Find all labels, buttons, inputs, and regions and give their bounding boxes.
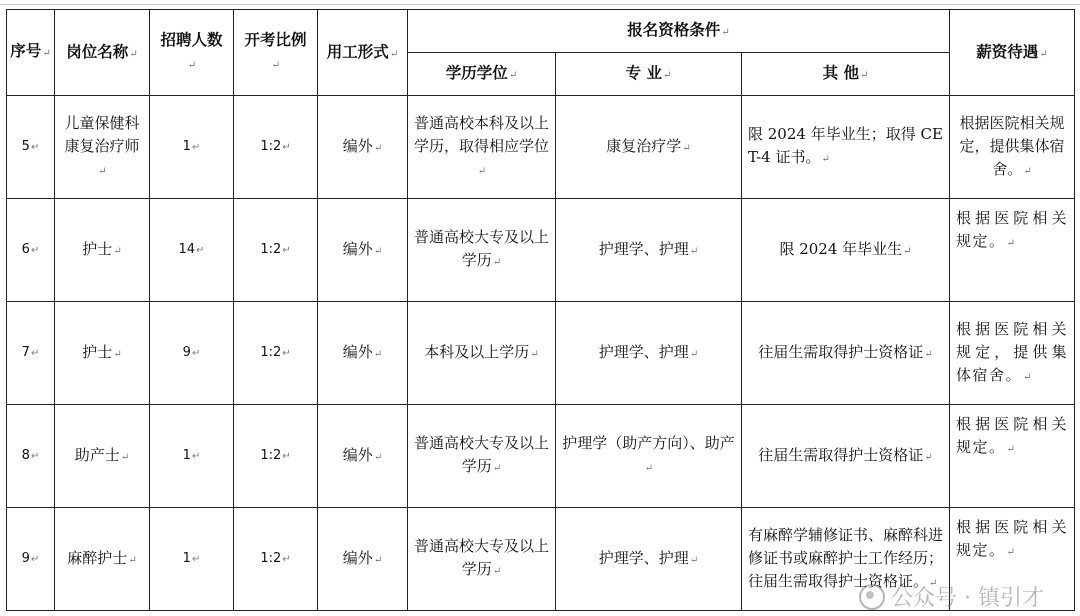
recruitment-table — [6, 9, 1075, 611]
cell-post: 儿童保健科康复治疗师↵ — [55, 96, 150, 199]
cell-seq: 9↵ — [7, 508, 55, 611]
cell-major: 护理学、护理↵ — [556, 508, 742, 611]
cell-count: 9↵ — [150, 302, 234, 405]
cell-education: 普通高校大专及以上学历↵ — [408, 405, 556, 508]
cell-other: 有麻醉学辅修证书、麻醉科进修证书或麻醉护士工作经历；往届生需取得护士资格证。↵ — [742, 508, 950, 611]
page-top-rule — [0, 4, 1080, 5]
cell-employment: 编外↵ — [318, 302, 408, 405]
col-head-qualification: 报名资格条件↵ — [408, 10, 950, 53]
cell-salary: 根据医院相关规定。↵ — [950, 199, 1075, 302]
cell-salary: 根据医院相关规定。↵ — [950, 508, 1075, 611]
cell-count: 14↵ — [150, 199, 234, 302]
col-head-other: 其 他↵ — [742, 53, 950, 96]
col-head-count: 招聘人数↵ — [150, 10, 234, 96]
cell-employment: 编外↵ — [318, 508, 408, 611]
cell-count: 1↵ — [150, 508, 234, 611]
cell-post: 麻醉护士↵ — [55, 508, 150, 611]
cell-salary: 根据医院相关规定。↵ — [950, 405, 1075, 508]
cell-ratio: 1:2↵ — [234, 302, 318, 405]
col-head-salary: 薪资待遇↵ — [950, 10, 1075, 96]
col-head-post: 岗位名称↵ — [55, 10, 150, 96]
header-row-1 — [7, 10, 1075, 53]
cell-education: 普通高校本科及以上学历，取得相应学位↵ — [408, 96, 556, 199]
cell-ratio: 1:2↵ — [234, 405, 318, 508]
cell-education: 普通高校大专及以上学历↵ — [408, 508, 556, 611]
cell-post: 护士↵ — [55, 199, 150, 302]
col-head-employment: 用工形式↵ — [318, 10, 408, 96]
cell-post: 助产士↵ — [55, 405, 150, 508]
cell-other: 往届生需取得护士资格证↵ — [742, 405, 950, 508]
cell-seq: 8↵ — [7, 405, 55, 508]
cell-employment: 编外↵ — [318, 199, 408, 302]
table-row — [7, 302, 1075, 405]
table-row — [7, 96, 1075, 199]
cell-other: 限 2024 年毕业生↵ — [742, 199, 950, 302]
cell-employment: 编外↵ — [318, 405, 408, 508]
cell-major: 护理学、护理↵ — [556, 199, 742, 302]
cell-major: 康复治疗学↵ — [556, 96, 742, 199]
cell-seq: 6↵ — [7, 199, 55, 302]
cell-major: 护理学（助产方向）、助产↵ — [556, 405, 742, 508]
table-row — [7, 405, 1075, 508]
cell-salary: 根据医院相关规定，提供集体宿舍。↵ — [950, 302, 1075, 405]
cell-seq: 7↵ — [7, 302, 55, 405]
cell-other: 限 2024 年毕业生；取得 CET-4 证书。↵ — [742, 96, 950, 199]
col-head-education: 学历学位↵ — [408, 53, 556, 96]
col-head-major: 专 业↵ — [556, 53, 742, 96]
cell-major: 护理学、护理↵ — [556, 302, 742, 405]
cell-employment: 编外↵ — [318, 96, 408, 199]
cell-seq: 5↵ — [7, 96, 55, 199]
cell-post: 护士↵ — [55, 302, 150, 405]
col-head-ratio: 开考比例↵ — [234, 10, 318, 96]
watermark-text: 公众号 · 镇引才 — [891, 586, 1044, 611]
watermark — [859, 581, 1044, 612]
cell-ratio: 1:2↵ — [234, 199, 318, 302]
cell-education: 本科及以上学历↵ — [408, 302, 556, 405]
cell-salary: 根据医院相关规定，提供集体宿舍。↵ — [950, 96, 1075, 199]
cell-other: 往届生需取得护士资格证↵ — [742, 302, 950, 405]
col-head-seq: 序号↵ — [7, 10, 55, 96]
wechat-logo-icon — [859, 584, 885, 610]
cell-ratio: 1:2↵ — [234, 96, 318, 199]
cell-ratio: 1:2↵ — [234, 508, 318, 611]
cell-count: 1↵ — [150, 405, 234, 508]
cell-education: 普通高校大专及以上学历↵ — [408, 199, 556, 302]
cell-count: 1↵ — [150, 96, 234, 199]
table-row — [7, 199, 1075, 302]
